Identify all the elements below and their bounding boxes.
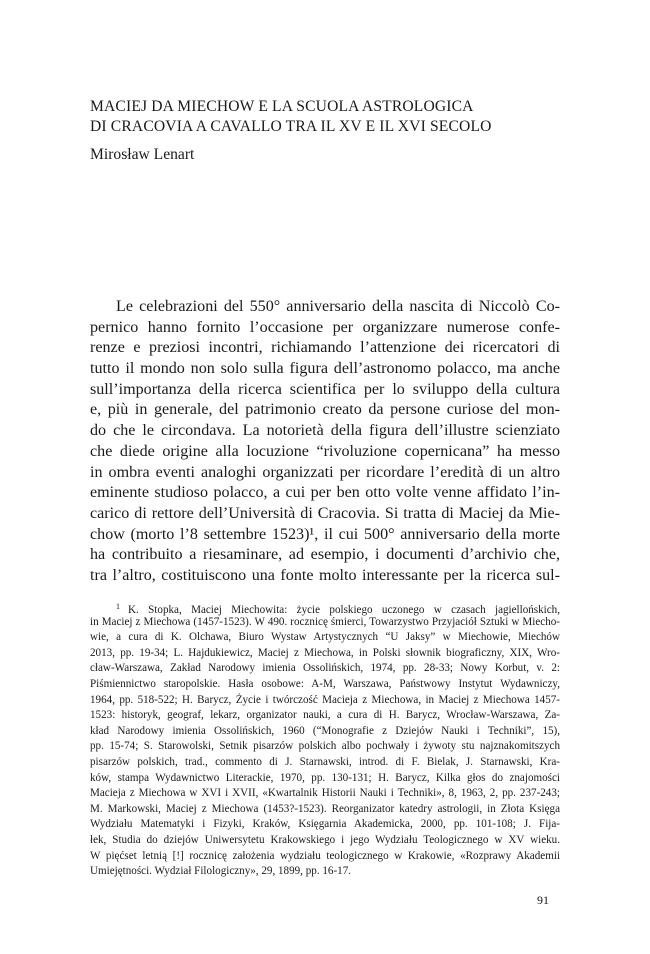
- footnote-line: Umiejętności. Wydział Filologiczny», 29, 1899, pp. 16-17.: [90, 865, 352, 878]
- body-line: eminente studioso polacco, a cui per ben otto volte venne affidato l’in-: [90, 484, 560, 502]
- page-number: 91: [537, 893, 549, 907]
- footnote-line: Macieja z Miechowa w XVI i XVII, «Kwartalnik Historii Nauki i Techniki», 8, 1963, 2, pp. 237-243;: [90, 787, 560, 800]
- footnote-line: in Maciej z Miechowa (1457-1523). W 490. rocznicę śmierci, Towarzystwo Przyjaciół Sztuki w Miecho-: [90, 615, 560, 628]
- footnote-line: pisarzów polskich, trad., commento di J. Starnawski, introd. di F. Bielak, J. Starnawski, Kra-: [90, 755, 560, 768]
- body-line: Le celebrazioni del 550° anniversario della nascita di Niccolò Co-: [116, 298, 560, 315]
- body-line: e, più in generale, del patrimonio creato da persone curiose del mon-: [90, 401, 560, 419]
- body-line: do che le circondava. La notorietà della figura dell’illustre scienziato: [90, 422, 560, 440]
- author-name: Mirosław Lenart: [90, 146, 195, 163]
- title-line-2: DI CRACOVIA A CAVALLO TRA IL XV E IL XVI SECOLO: [90, 118, 492, 135]
- body-line: tra l’altro, costituiscono una fonte molto interessante per la ricerca sul-: [90, 566, 560, 584]
- footnote-line: kład Narodowy imienia Ossolińskich, 1960 (“Monografie z Dziejów Nauki i Techniki”, 15),: [90, 724, 560, 737]
- footnote-line: 2013, pp. 19-34; L. Hajdukiewicz, Maciej z Miechowa, in Polski słownik biograficzny, XIX, Wro-: [90, 646, 560, 659]
- footnote-line: [90, 599, 560, 615]
- body-line: carico di rettore dell’Università di Cracovia. Si tratta di Maciej da Mie-: [90, 504, 560, 522]
- footnote-line: pp. 15-74; S. Starowolski, Setnik pisarzów polskich albo pochwały i żywoty stu najznakomitszych: [90, 740, 560, 753]
- body-line: ha contribuito a riesaminare, ad esempio, i documenti d’archivio che,: [90, 546, 560, 564]
- footnote-line: 1523: historyk, geograf, lekarz, organizator nauki, a cura di H. Barycz, Wrocław-Warszawa, Za-: [90, 709, 560, 722]
- footnote-1: [90, 599, 560, 880]
- body-line: renze e preziosi incontri, richiamando l’attenzione dei ricercatori di: [90, 339, 560, 357]
- footnote-line: łek, Studia do dziejów Uniwersytetu Krakowskiego i jego Wydziału Teologicznego w XV wieku.: [90, 833, 560, 846]
- footnote-line: W pięćset letnią [!] rocznicę założenia wydziału teologicznego w Krakowie, «Rozprawy Akademii: [90, 849, 560, 862]
- body-line: pernico hanno fornito l’occasione per organizzare numerose confe-: [90, 318, 560, 336]
- footnote-line: ków, stampa Wydawnictwo Literackie, 1970, pp. 130-131; H. Barycz, Kilka głos do znajomości: [90, 771, 560, 784]
- footnote-line-text: K. Stopka, Maciej Miechowita: życie polskiego uczonego w czasach jagiellońskich,: [128, 604, 560, 616]
- footnote-line: 1964, pp. 518-522; H. Barycz, Życie i twórczość Macieja z Miechowa, in Maciej z Miechowa 1457-: [90, 693, 560, 706]
- footnote-line: M. Markowski, Maciej z Miechowa (1453?-1523). Reorganizator katedry astrologii, in Złota Księga: [90, 802, 560, 815]
- title-line-1: MACIEJ DA MIECHOW E LA SCUOLA ASTROLOGICA: [90, 98, 474, 115]
- footnote-marker: 1: [116, 602, 120, 611]
- body-line: tutto il mondo non solo sulla figura dell’astronomo polacco, ma anche: [90, 360, 560, 378]
- body-line: che diede origine alla locuzione “rivoluzione copernicana” ha messo: [90, 442, 560, 460]
- footnote-line: wie, a cura di K. Olchawa, Biuro Wystaw Artystycznych “U Jaksy” w Miechowie, Miechów: [90, 631, 560, 644]
- footnote-line: cław-Warszawa, Zakład Narodowy imienia Ossolińskich, 1974, pp. 28-33; Nowy Korbut, v. 2:: [90, 662, 560, 675]
- body-line: in ombra eventi analoghi organizzati per ricordare l’eredità di un altro: [90, 463, 560, 481]
- body-paragraph: [90, 297, 560, 587]
- footnote-line: Piśmiennictwo staropolskie. Hasła osobowe: A-M, Warszawa, Państwowy Instytut Wydawniczy,: [90, 677, 560, 690]
- footnote-line: Wydziału Matematyki i Fizyki, Kraków, Księgarnia Akademicka, 2000, pp. 101-108; J. Fija-: [90, 818, 560, 831]
- body-line: chow (morto l’8 settembre 1523)¹, il cui 500° anniversario della morte: [90, 525, 560, 543]
- body-line: sull’importanza della ricerca scientifica per lo sviluppo della cultura: [90, 380, 560, 398]
- article-title: [90, 97, 570, 137]
